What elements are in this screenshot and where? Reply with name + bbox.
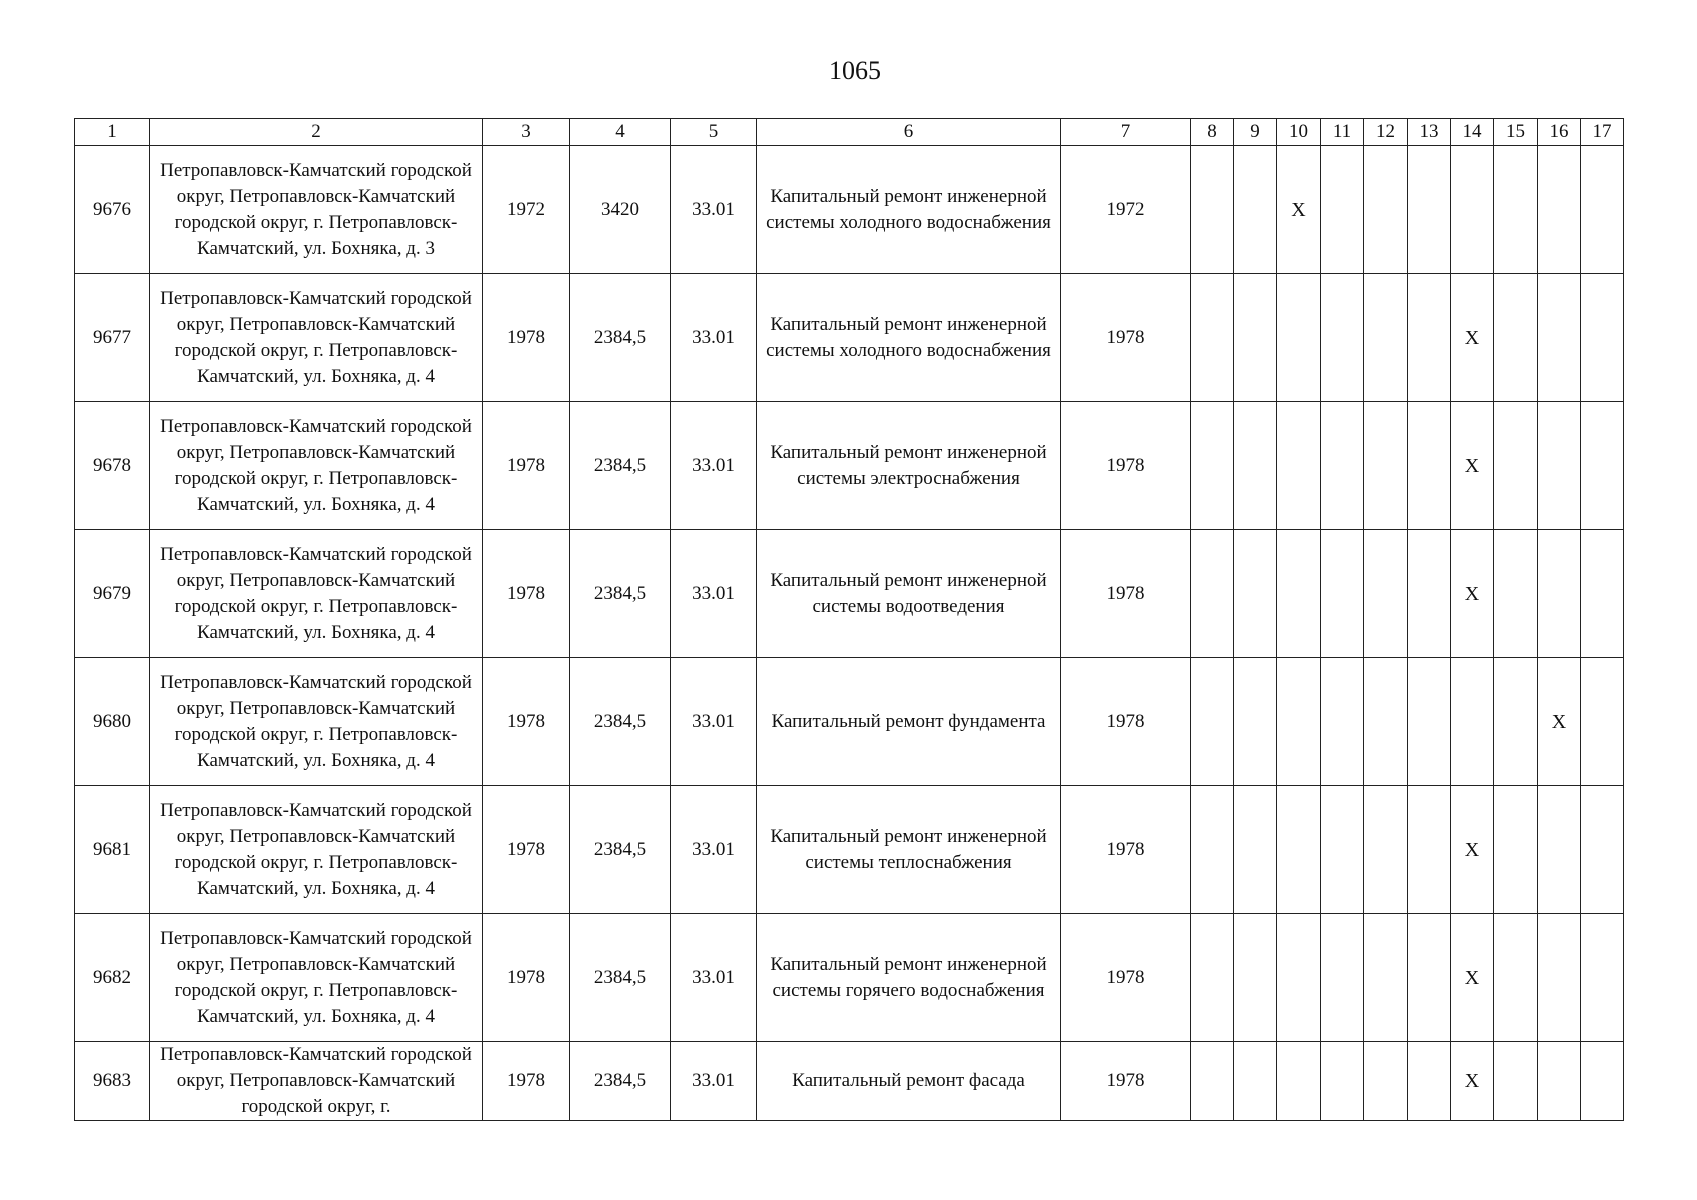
code-cell: 33.01 — [671, 658, 757, 786]
row-number: 9678 — [75, 402, 150, 530]
period-mark-col-12 — [1364, 274, 1408, 402]
row-number: 9680 — [75, 658, 150, 786]
period-mark-col-13 — [1408, 274, 1451, 402]
work-type-cell: Капитальный ремонт инженерной системы водоотведения — [757, 530, 1061, 658]
year-built-cell: 1978 — [483, 914, 570, 1042]
period-mark-col-16: X — [1538, 658, 1581, 786]
period-mark-col-15 — [1494, 1042, 1538, 1121]
table-row — [75, 786, 1624, 914]
area-cell: 2384,5 — [570, 274, 671, 402]
period-mark-col-17 — [1581, 1042, 1624, 1121]
work-type-cell: Капитальный ремонт инженерной системы горячего водоснабжения — [757, 914, 1061, 1042]
work-type-cell: Капитальный ремонт фасада — [757, 1042, 1061, 1121]
header-row — [75, 119, 1624, 146]
period-mark-col-9 — [1234, 402, 1277, 530]
year-built-cell: 1978 — [483, 658, 570, 786]
period-mark-col-10 — [1277, 786, 1321, 914]
period-mark-col-11 — [1321, 914, 1364, 1042]
period-mark-col-8 — [1191, 402, 1234, 530]
year-built-cell: 1978 — [483, 1042, 570, 1121]
period-mark-col-13 — [1408, 146, 1451, 274]
period-mark-col-14: X — [1451, 530, 1494, 658]
period-mark-col-15 — [1494, 402, 1538, 530]
table-row — [75, 274, 1624, 402]
period-mark-col-11 — [1321, 530, 1364, 658]
period-mark-col-17 — [1581, 914, 1624, 1042]
period-mark-col-15 — [1494, 914, 1538, 1042]
column-header-6: 6 — [757, 119, 1061, 146]
code-cell: 33.01 — [671, 786, 757, 914]
period-mark-col-11 — [1321, 274, 1364, 402]
column-header-14: 14 — [1451, 119, 1494, 146]
row-number: 9683 — [75, 1042, 150, 1121]
period-mark-col-10: X — [1277, 146, 1321, 274]
period-mark-col-14: X — [1451, 402, 1494, 530]
period-mark-col-17 — [1581, 786, 1624, 914]
row-number: 9679 — [75, 530, 150, 658]
column-header-15: 15 — [1494, 119, 1538, 146]
period-mark-col-15 — [1494, 146, 1538, 274]
code-cell: 33.01 — [671, 1042, 757, 1121]
period-mark-col-8 — [1191, 530, 1234, 658]
period-mark-col-15 — [1494, 530, 1538, 658]
address-cell: Петропавловск-Камчатский городской округ, Петропавловск-Камчатский городской округ, г. Петропавловск-Камчатский, ул. Бохняка, д. 4 — [150, 658, 483, 786]
period-mark-col-17 — [1581, 530, 1624, 658]
period-mark-col-16 — [1538, 146, 1581, 274]
period-mark-col-16 — [1538, 786, 1581, 914]
period-mark-col-14: X — [1451, 786, 1494, 914]
area-cell: 2384,5 — [570, 530, 671, 658]
period-mark-col-9 — [1234, 274, 1277, 402]
period-mark-col-10 — [1277, 274, 1321, 402]
period-mark-col-12 — [1364, 402, 1408, 530]
code-cell: 33.01 — [671, 274, 757, 402]
address-cell: Петропавловск-Камчатский городской округ, Петропавловск-Камчатский городской округ, г. Петропавловск-Камчатский, ул. Бохняка, д. 4 — [150, 274, 483, 402]
period-mark-col-13 — [1408, 658, 1451, 786]
period-mark-col-15 — [1494, 786, 1538, 914]
period-mark-col-16 — [1538, 1042, 1581, 1121]
table-row — [75, 1042, 1624, 1121]
work-type-cell: Капитальный ремонт инженерной системы теплоснабжения — [757, 786, 1061, 914]
period-mark-col-16 — [1538, 914, 1581, 1042]
planned-year-cell: 1978 — [1061, 274, 1191, 402]
column-header-4: 4 — [570, 119, 671, 146]
code-cell: 33.01 — [671, 914, 757, 1042]
period-mark-col-9 — [1234, 914, 1277, 1042]
work-type-cell: Капитальный ремонт инженерной системы холодного водоснабжения — [757, 274, 1061, 402]
row-number: 9676 — [75, 146, 150, 274]
area-cell: 2384,5 — [570, 786, 671, 914]
period-mark-col-10 — [1277, 402, 1321, 530]
code-cell: 33.01 — [671, 146, 757, 274]
column-header-16: 16 — [1538, 119, 1581, 146]
column-header-11: 11 — [1321, 119, 1364, 146]
period-mark-col-11 — [1321, 146, 1364, 274]
period-mark-col-14 — [1451, 146, 1494, 274]
planned-year-cell: 1972 — [1061, 146, 1191, 274]
period-mark-col-9 — [1234, 1042, 1277, 1121]
column-header-8: 8 — [1191, 119, 1234, 146]
table-row — [75, 658, 1624, 786]
planned-year-cell: 1978 — [1061, 786, 1191, 914]
period-mark-col-8 — [1191, 786, 1234, 914]
year-built-cell: 1978 — [483, 274, 570, 402]
planned-year-cell: 1978 — [1061, 402, 1191, 530]
address-cell: Петропавловск-Камчатский городской округ, Петропавловск-Камчатский городской округ, г. Петропавловск-Камчатский, ул. Бохняка, д. 3 — [150, 146, 483, 274]
period-mark-col-9 — [1234, 658, 1277, 786]
column-header-12: 12 — [1364, 119, 1408, 146]
period-mark-col-9 — [1234, 146, 1277, 274]
period-mark-col-10 — [1277, 1042, 1321, 1121]
year-built-cell: 1978 — [483, 530, 570, 658]
address-cell: Петропавловск-Камчатский городской округ, Петропавловск-Камчатский городской округ, г. Петропавловск-Камчатский, ул. Бохняка, д. 4 — [150, 530, 483, 658]
period-mark-col-12 — [1364, 786, 1408, 914]
row-number: 9682 — [75, 914, 150, 1042]
period-mark-col-11 — [1321, 402, 1364, 530]
period-mark-col-13 — [1408, 530, 1451, 658]
period-mark-col-15 — [1494, 274, 1538, 402]
period-mark-col-16 — [1538, 402, 1581, 530]
period-mark-col-13 — [1408, 914, 1451, 1042]
period-mark-col-8 — [1191, 274, 1234, 402]
column-header-3: 3 — [483, 119, 570, 146]
period-mark-col-12 — [1364, 146, 1408, 274]
period-mark-col-11 — [1321, 786, 1364, 914]
code-cell: 33.01 — [671, 402, 757, 530]
period-mark-col-8 — [1191, 1042, 1234, 1121]
period-mark-col-10 — [1277, 914, 1321, 1042]
period-mark-col-10 — [1277, 530, 1321, 658]
year-built-cell: 1978 — [483, 786, 570, 914]
table-row — [75, 530, 1624, 658]
column-header-17: 17 — [1581, 119, 1624, 146]
area-cell: 3420 — [570, 146, 671, 274]
planned-year-cell: 1978 — [1061, 530, 1191, 658]
period-mark-col-12 — [1364, 1042, 1408, 1121]
page-number: 1065 — [829, 56, 881, 85]
period-mark-col-17 — [1581, 146, 1624, 274]
area-cell: 2384,5 — [570, 658, 671, 786]
table-row — [75, 146, 1624, 274]
code-cell: 33.01 — [671, 530, 757, 658]
period-mark-col-17 — [1581, 274, 1624, 402]
period-mark-col-14: X — [1451, 1042, 1494, 1121]
period-mark-col-12 — [1364, 914, 1408, 1042]
column-header-9: 9 — [1234, 119, 1277, 146]
table-row — [75, 914, 1624, 1042]
area-cell: 2384,5 — [570, 914, 671, 1042]
period-mark-col-12 — [1364, 530, 1408, 658]
work-type-cell: Капитальный ремонт фундамента — [757, 658, 1061, 786]
period-mark-col-17 — [1581, 402, 1624, 530]
row-number: 9677 — [75, 274, 150, 402]
period-mark-col-13 — [1408, 786, 1451, 914]
address-cell: Петропавловск-Камчатский городской округ, Петропавловск-Камчатский городской округ, г. — [150, 1042, 483, 1121]
column-header-5: 5 — [671, 119, 757, 146]
period-mark-col-12 — [1364, 658, 1408, 786]
period-mark-col-13 — [1408, 402, 1451, 530]
year-built-cell: 1978 — [483, 402, 570, 530]
period-mark-col-16 — [1538, 530, 1581, 658]
address-cell: Петропавловск-Камчатский городской округ, Петропавловск-Камчатский городской округ, г. Петропавловск-Камчатский, ул. Бохняка, д. 4 — [150, 786, 483, 914]
period-mark-col-15 — [1494, 658, 1538, 786]
column-header-1: 1 — [75, 119, 150, 146]
period-mark-col-10 — [1277, 658, 1321, 786]
work-type-cell: Капитальный ремонт инженерной системы холодного водоснабжения — [757, 146, 1061, 274]
period-mark-col-14: X — [1451, 274, 1494, 402]
period-mark-col-11 — [1321, 658, 1364, 786]
planned-year-cell: 1978 — [1061, 914, 1191, 1042]
table-row — [75, 402, 1624, 530]
address-cell: Петропавловск-Камчатский городской округ, Петропавловск-Камчатский городской округ, г. Петропавловск-Камчатский, ул. Бохняка, д. 4 — [150, 914, 483, 1042]
period-mark-col-9 — [1234, 530, 1277, 658]
register-table — [74, 118, 1624, 1121]
period-mark-col-13 — [1408, 1042, 1451, 1121]
planned-year-cell: 1978 — [1061, 1042, 1191, 1121]
period-mark-col-11 — [1321, 1042, 1364, 1121]
year-built-cell: 1972 — [483, 146, 570, 274]
work-type-cell: Капитальный ремонт инженерной системы электроснабжения — [757, 402, 1061, 530]
period-mark-col-8 — [1191, 914, 1234, 1042]
period-mark-col-9 — [1234, 786, 1277, 914]
area-cell: 2384,5 — [570, 402, 671, 530]
area-cell: 2384,5 — [570, 1042, 671, 1121]
planned-year-cell: 1978 — [1061, 658, 1191, 786]
address-cell: Петропавловск-Камчатский городской округ, Петропавловск-Камчатский городской округ, г. Петропавловск-Камчатский, ул. Бохняка, д. 4 — [150, 402, 483, 530]
column-header-10: 10 — [1277, 119, 1321, 146]
period-mark-col-8 — [1191, 658, 1234, 786]
period-mark-col-8 — [1191, 146, 1234, 274]
period-mark-col-17 — [1581, 658, 1624, 786]
column-header-2: 2 — [150, 119, 483, 146]
column-header-13: 13 — [1408, 119, 1451, 146]
column-header-7: 7 — [1061, 119, 1191, 146]
period-mark-col-14 — [1451, 658, 1494, 786]
row-number: 9681 — [75, 786, 150, 914]
period-mark-col-16 — [1538, 274, 1581, 402]
period-mark-col-14: X — [1451, 914, 1494, 1042]
